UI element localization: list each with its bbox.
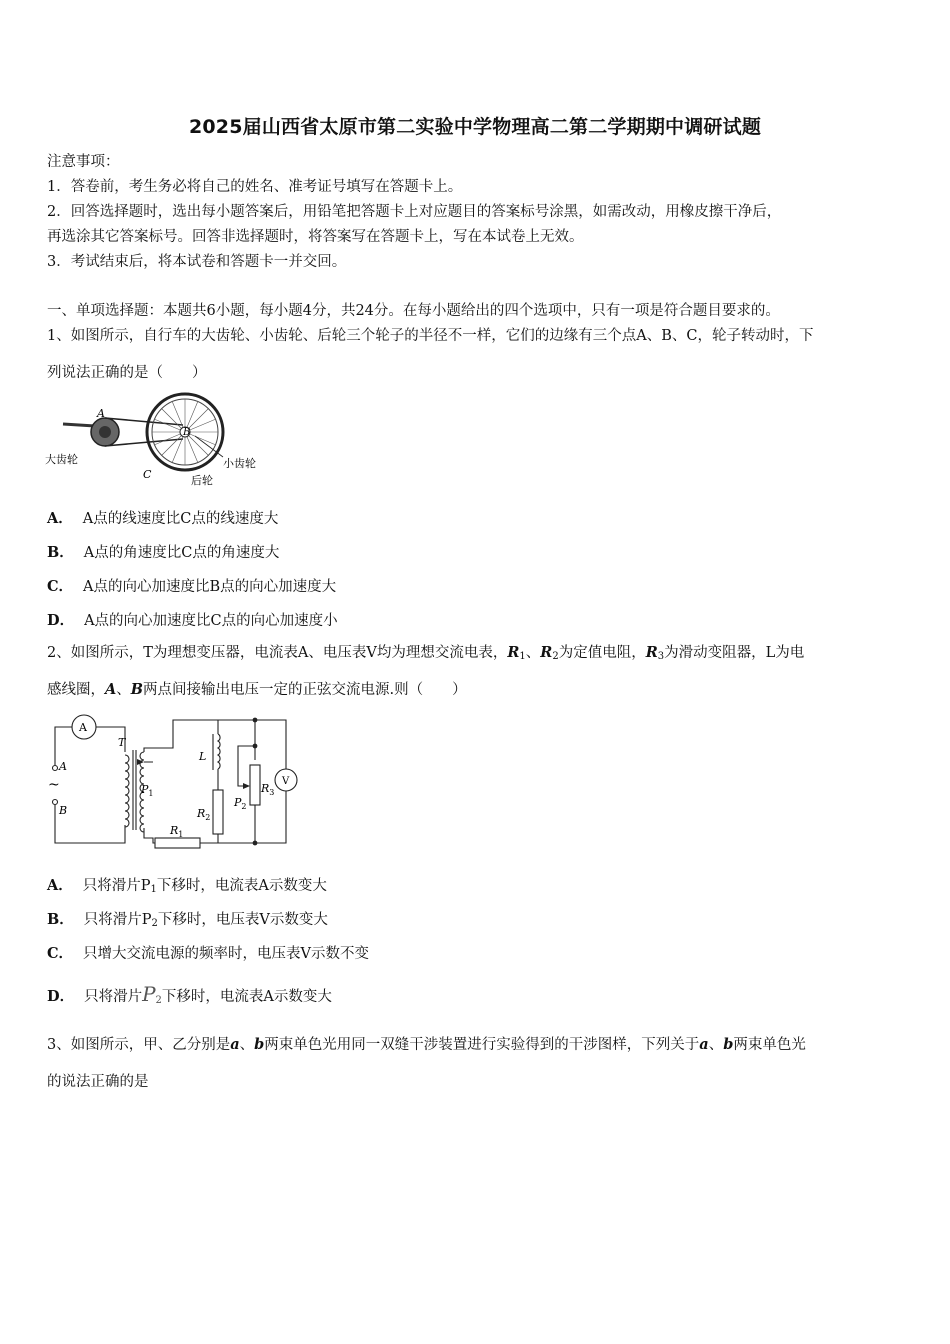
label-a: A — [97, 407, 105, 420]
q3-stem-line2: 的说法正确的是 — [47, 1074, 149, 1090]
label-l: L — [199, 750, 207, 763]
q1-option-c[interactable] — [47, 575, 336, 596]
option-text: A点的向心加速度比B点的向心加速度大 — [83, 579, 337, 595]
label-t: T — [118, 736, 126, 749]
q1-stem-line2: 列说法正确的是（ ） — [47, 365, 207, 381]
label-r1: $R_1$ — [170, 824, 184, 839]
q1-option-d[interactable] — [47, 609, 338, 630]
label-c: C — [143, 468, 152, 481]
voltmeter-label: V — [282, 776, 290, 787]
q1-option-a[interactable] — [47, 507, 278, 528]
label-p2: $P_2$ — [234, 796, 247, 811]
option-key: B． — [47, 544, 74, 561]
q2-option-b[interactable]: B． 只将滑片$P_2$下移时，电压表V示数变大 — [47, 911, 328, 929]
option-text: A点的角速度比C点的角速度大 — [83, 545, 280, 561]
label-r2: $R_2$ — [197, 807, 211, 822]
notice-heading: 注意事项： — [47, 154, 120, 170]
option-text: A点的向心加速度比C点的向心加速度小 — [84, 613, 338, 629]
label-rear-wheel: 后轮 — [191, 474, 213, 487]
q2-option-c[interactable]: C． 只增大交流电源的频率时，电压表V示数不变 — [47, 945, 370, 962]
notice-item-2-cont: 再选涂其它答案标号。回答非选择题时，将答案写在答题卡上，写在本试卷上无效。 — [47, 229, 584, 245]
label-small-gear: 小齿轮 — [223, 457, 256, 470]
option-key: A． — [47, 510, 73, 527]
label-b-terminal: B — [59, 804, 68, 817]
q3-stem-line1: 3、如图所示，甲、乙分别是a、b两束单色光用同一双缝干涉装置进行实验得到的干涉图样，下列关于a、b两束单色光 — [47, 1036, 806, 1053]
resistor-r2 — [213, 790, 223, 834]
label-r3: $R_3$ — [261, 782, 275, 797]
q2-option-a[interactable]: A． 只将滑片$P_1$下移时，电流表A示数变大 — [47, 877, 327, 895]
label-p1: $P_1$ — [141, 783, 154, 798]
q1-stem-line1: 1、如图所示，自行车的大齿轮、小齿轮、后轮三个轮子的半径不一样，它们的边缘有三个点A、B、C，轮子转动时，下 — [47, 328, 814, 344]
q2-stem-line2: 感线圈，A、B两点间接输出电压一定的正弦交流电源.则（ ） — [47, 681, 467, 698]
section-heading: 一、单项选择题：本题共6小题，每小题4分，共24分。在每小题给出的四个选项中，只有一项是符合题目要求的。 — [47, 303, 780, 319]
resistor-r3 — [250, 765, 260, 805]
option-key: D． — [47, 612, 75, 629]
label-big-gear: 大齿轮 — [45, 453, 78, 466]
ammeter-label: A — [79, 721, 87, 734]
page-title: 2025届山西省太原市第二实验中学物理高二第二学期期中调研试题 — [188, 116, 762, 138]
notice-item-3: 3．考试结束后，将本试卷和答题卡一并交回。 — [47, 254, 347, 270]
circuit-figure — [45, 710, 305, 855]
label-a-terminal: A — [59, 760, 67, 773]
option-text: A点的线速度比C点的线速度大 — [82, 511, 279, 527]
label-ac-source: ~ — [48, 777, 60, 793]
label-b: B — [183, 427, 191, 438]
bicycle-figure — [45, 392, 270, 492]
q1-option-b[interactable] — [47, 541, 279, 562]
notice-item-2: 2．回答选择题时，选出每小题答案后，用铅笔把答题卡上对应题目的答案标号涂黑，如需改动，用橡皮擦干净后， — [47, 204, 782, 220]
resistor-r1 — [155, 838, 200, 848]
q2-option-d[interactable]: D． 只将滑片$P_2$下移时，电流表A示数变大 — [47, 982, 332, 1006]
option-key: C． — [47, 578, 74, 595]
notice-item-1: 1．答卷前，考生务必将自己的姓名、准考证号填写在答题卡上。 — [47, 179, 463, 195]
q2-stem-line1: 2、如图所示，T为理想变压器，电流表A、电压表V均为理想交流电表，$R_1$、$R_2$为定值电阻，$R_3$为滑动变阻器，L为电 — [47, 644, 805, 662]
